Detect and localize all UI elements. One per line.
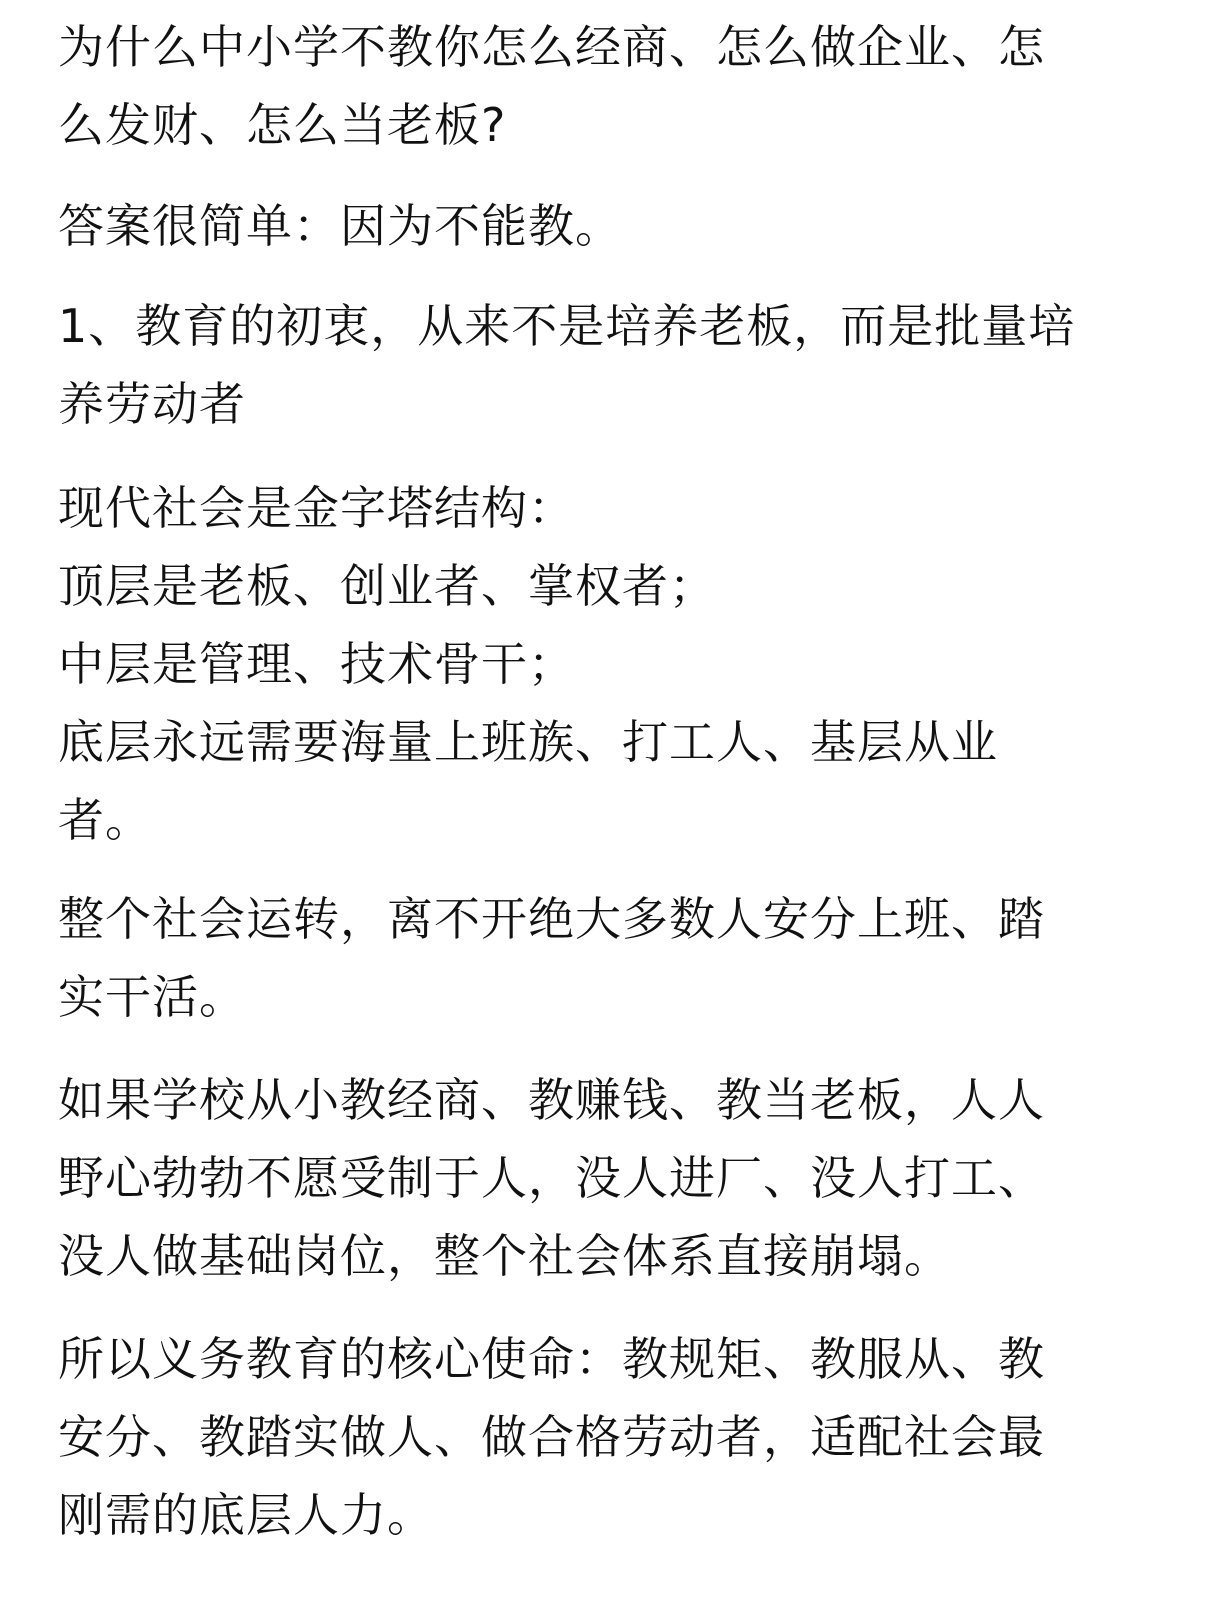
paragraph-7: [58, 1320, 1138, 1554]
paragraph-3: [58, 287, 1138, 443]
paragraph-5: [58, 880, 1138, 1036]
text-line: 顶层是老板、创业者、掌权者；: [58, 559, 716, 613]
text-line: 野心勃勃不愿受制于人，没人进厂、没人打工、: [58, 1151, 1045, 1205]
text-line: 养劳动者: [58, 377, 246, 431]
paragraph-1: [58, 8, 1138, 164]
text-line: 没人做基础岗位，整个社会体系直接崩塌。: [58, 1229, 951, 1283]
text-line: 为什么中小学不教你怎么经商、怎么做企业、怎: [58, 20, 1045, 74]
paragraph-2: [58, 187, 1138, 265]
text-line: 如果学校从小教经商、教赚钱、教当老板，人人: [58, 1073, 1045, 1127]
text-line: 1、教育的初衷，从来不是培养老板，而是批量培: [58, 299, 1076, 353]
text-line: 实干活。: [58, 970, 246, 1024]
paragraph-4: [58, 469, 1138, 859]
text-line: 中层是管理、技术骨干；: [58, 637, 575, 691]
text-line: 刚需的底层人力。: [58, 1488, 434, 1542]
text-line: 现代社会是金字塔结构：: [58, 481, 575, 535]
text-line: 答案很简单：因为不能教。: [58, 199, 622, 253]
text-line: 者。: [58, 793, 152, 847]
paragraph-6: [58, 1061, 1138, 1295]
text-line: 安分、教踏实做人、做合格劳动者，适配社会最: [58, 1410, 1045, 1464]
text-line: 整个社会运转，离不开绝大多数人安分上班、踏: [58, 892, 1045, 946]
text-line: 底层永远需要海量上班族、打工人、基层从业: [58, 715, 998, 769]
text-line: 么发财、怎么当老板?: [58, 98, 507, 152]
text-line: 所以义务教育的核心使命：教规矩、教服从、教: [58, 1332, 1045, 1386]
